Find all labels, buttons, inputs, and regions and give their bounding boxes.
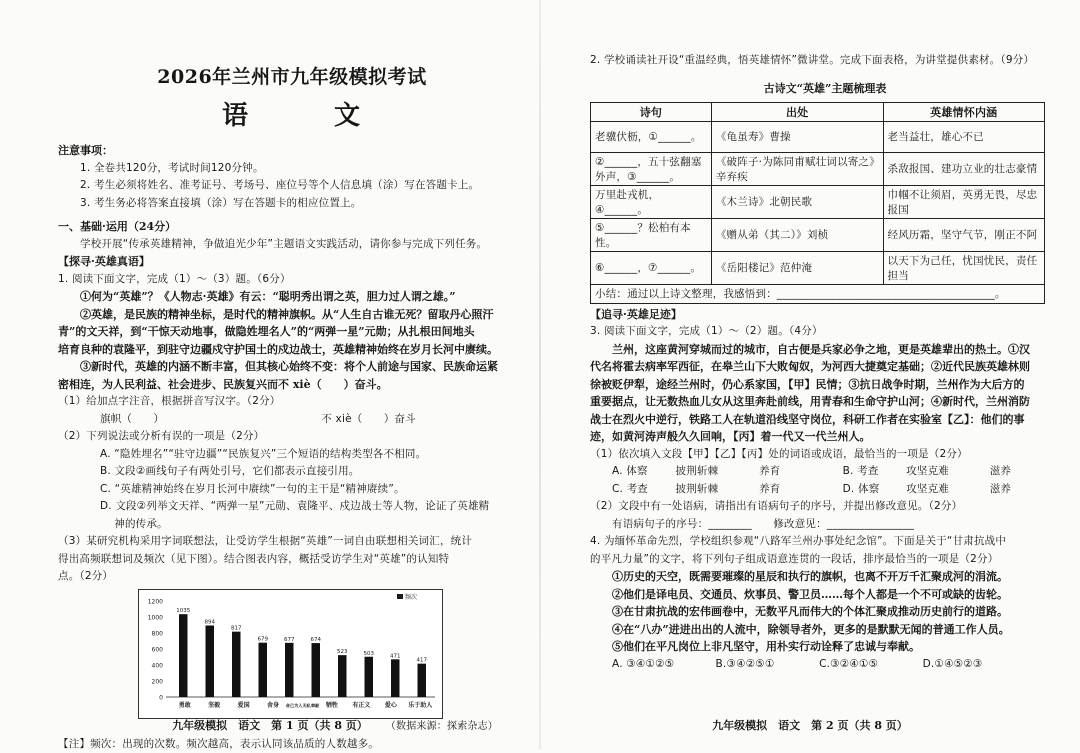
- bar-value-label: 817: [231, 625, 242, 631]
- pinyin-items: [58, 411, 526, 429]
- opt-c-1: C. 考查: [612, 481, 672, 499]
- passage3-line: 战士在烈火中逆行，铁路工人在轨道沿线坚守岗位，科研工作者在实验室【乙】：他们的事: [590, 411, 1060, 429]
- page-1-footer: 九年级模拟 语文 第 1 页（共 8 页）: [0, 717, 540, 733]
- passage-line: 密相连，为人民利益、社会进步、民族复兴而不 xiè（ ）奋斗。: [58, 376, 526, 394]
- category-label: 爱国: [237, 701, 250, 709]
- opt-d-1: D. 体察: [843, 481, 903, 499]
- opt-c-3: 养育: [759, 481, 839, 499]
- table-row: [591, 251, 1045, 284]
- opt-a-3: 养育: [759, 463, 839, 481]
- category-label: 有正义: [352, 701, 370, 709]
- cell-poem: 万里赴戎机，④______。: [591, 185, 712, 218]
- category-label: 乐于助人: [408, 701, 432, 709]
- exam-title: 2026年兰州市九年级模拟考试: [58, 62, 526, 89]
- cell-summary: 小结：通过以上诗文整理，我感悟到：________________________________________。: [591, 284, 1045, 303]
- bar: [179, 614, 187, 697]
- cell-source: 《龟虽寿》曹操: [711, 121, 883, 152]
- page-1: [0, 0, 540, 749]
- pinyin-item-b: 不 xiè（ ）奋斗: [321, 413, 416, 425]
- page-2-footer: 九年级模拟 语文 第 2 页（共 8 页）: [540, 717, 1080, 733]
- y-tick-label: 800: [152, 630, 164, 637]
- y-tick-label: 400: [152, 662, 164, 669]
- notice-2: 2. 考生必须将姓名、准考证号、考场号、座位号等个人信息填（涂）写在答题卡上。: [58, 177, 526, 195]
- question-3-1: （1）依次填入文段【甲】【乙】【丙】处的词语或成语，最恰当的一项是（2分）: [590, 446, 1060, 464]
- bar-value-label: 674: [311, 637, 322, 643]
- q4-option-a: A. ③④①②⑤: [612, 656, 712, 674]
- question-2: 2. 学校诵读社开设“重温经典，悟英雄情怀”微讲堂。完成下面表格，为讲堂提供素材。（9分）: [590, 52, 1060, 70]
- opt-b-1: B. 考查: [843, 463, 903, 481]
- bar: [365, 656, 373, 696]
- passage3-line: 重要据点，让无数热血儿女从这里奔赴前线，用青春和生命守护山河；④新时代，兰州消防: [590, 393, 1060, 411]
- passage-line: 培育良种的袁隆平，到驻守边疆戍守护国土的戍边战士，英雄精神始终在岁月长河中赓续。: [58, 341, 526, 359]
- y-tick-label: 200: [152, 678, 164, 685]
- header-source: 出处: [711, 102, 883, 121]
- cell-meaning: 老当益壮，雄心不已: [883, 121, 1045, 152]
- question-3-2: （2）文段中有一处语病，请指出有语病句子的序号，并提出修改意见。（2分）: [590, 498, 1060, 516]
- category-label: 舍身: [267, 701, 279, 709]
- question-1: 1. 阅读下面文字，完成（1）～（3）题。（6分）: [58, 271, 526, 289]
- bar-value-label: 1035: [176, 608, 190, 614]
- question-3: 3. 阅读下面文字，完成（1）～（2）题。（4分）: [590, 323, 1060, 341]
- question-4-options: [590, 656, 1060, 674]
- passage3-line: 代名将霍去病率军西征，在皋兰山下大败匈奴，为河西大捷奠定基础；②近代民族英雄林则: [590, 358, 1060, 376]
- sentence-item: ①历史的天空，既需要璀璨的星辰和执行的旗帜，也离不开万千汇聚成河的涓流。: [590, 568, 1060, 586]
- table-row: [591, 152, 1045, 185]
- notice-heading: 注意事项：: [58, 142, 526, 160]
- passage3-line: 兰州，这座黄河穿城而过的城市，自古便是兵家必争之地，更是英雄辈出的热土。①汉: [590, 341, 1060, 359]
- section-1-heading: 一、基础·运用（24分）: [58, 218, 526, 236]
- subject-title: 语 文: [86, 95, 526, 132]
- chart-note: 【注】频次：出现的次数。频次越高，表示认同该品质的人数越多。: [58, 736, 526, 753]
- cell-meaning: 杀敌报国、建功立业的壮志豪情: [883, 152, 1045, 185]
- cell-source: 《岳阳楼记》范仲淹: [711, 251, 883, 284]
- header-meaning: 英雄情怀内涵: [883, 102, 1045, 121]
- option-row-cd: [590, 481, 1060, 499]
- passage3-line: 迹，如黄河涛声般久久回响，【丙】着一代又一代兰州人。: [590, 428, 1060, 446]
- sentence-item: ③在甘肃抗战的宏伟画卷中，无数平凡而伟大的个体汇聚成推动历史前行的道路。: [590, 603, 1060, 621]
- opt-a-2: 披荆斩棘: [676, 463, 756, 481]
- category-label: 勇敢: [179, 701, 191, 709]
- y-tick-label: 600: [152, 646, 164, 653]
- option-c: C. “英雄精神始终在岁月长河中赓续”一句的主干是“精神赓续”。: [58, 481, 526, 499]
- opt-b-3: 滋养: [990, 463, 1011, 481]
- bar: [285, 642, 293, 696]
- sub-question-3-cont: 点。（2分）: [58, 568, 526, 586]
- table-row: [591, 185, 1045, 218]
- q4-option-d: D.①④⑤②③: [923, 656, 983, 674]
- notice-1: 1. 全卷共120分，考试时间120分钟。: [58, 160, 526, 178]
- bar: [232, 631, 240, 696]
- bar: [312, 643, 320, 697]
- opt-d-2: 攻坚克难: [906, 481, 986, 499]
- sub-question-1: （1）给加点字注音，根据拼音写汉字。（2分）: [58, 393, 526, 411]
- sub-question-3: （3）某研究机构采用字词联想法，让受访学生根据“英雄”一词自由联想相关词汇，统计: [58, 533, 526, 551]
- sentence-item: ②他们是译电员、交通员、炊事员、警卫员……每个人都是一个不可或缺的齿轮。: [590, 586, 1060, 604]
- table-summary-row: [591, 284, 1045, 303]
- cell-poem: 老骥伏枥，①______。: [591, 121, 712, 152]
- passage-line: ③新时代，英雄的内涵不断丰富，但其核心始终不变：将个人前途与国家、民族命运紧: [58, 358, 526, 376]
- header-poem: 诗句: [591, 102, 712, 121]
- bar-value-label: 523: [337, 649, 348, 655]
- sentence-item: ④在“八办”进进出出的人流中，除领导者外，更多的是默默无闻的普通工作人员。: [590, 621, 1060, 639]
- cell-source: 《木兰诗》北朝民歌: [711, 185, 883, 218]
- q4-option-c: C.③②④①⑤: [819, 656, 919, 674]
- bar-value-label: 417: [417, 657, 428, 663]
- passage-line: 青”的文天祥，到“干惊天动地事，做隐姓埋名人”的“两弹一星”元勋；从扎根田间地头: [58, 323, 526, 341]
- sub-question-3-cont: 得出高频联想词及频次（见下图）。结合图表内容，概括受访学生对“英雄”的认知特: [58, 551, 526, 569]
- bar: [391, 659, 399, 697]
- cell-source: 《破阵子·为陈同甫赋壮词以寄之》辛弃疾: [711, 152, 883, 185]
- sentence-item: ⑤他们在平凡岗位上非凡坚守，用朴实行动诠释了忠诚与奉献。: [590, 638, 1060, 656]
- legend-label: 频次: [405, 593, 417, 601]
- table-header-row: [591, 102, 1045, 121]
- question-4: 4. 为缅怀革命先烈，学校组织参观“八路军兰州办事处纪念馆”。下面是关于“甘肃抗战中: [590, 533, 1060, 551]
- option-d-cont: 神的传承。: [58, 516, 526, 534]
- opt-d-3: 滋养: [990, 481, 1011, 499]
- cell-meaning: 以天下为己任，忧国忧民，责任担当: [883, 251, 1045, 284]
- cell-meaning: 巾帼不让须眉，英勇无畏，尽忠报国: [883, 185, 1045, 218]
- task-tag-1: 【探寻·英雄真语】: [58, 253, 526, 271]
- bar-chart-svg: [138, 589, 443, 719]
- opt-a-1: A. 体察: [612, 463, 672, 481]
- table-row: [591, 121, 1045, 152]
- opt-c-2: 披荆斩棘: [676, 481, 756, 499]
- y-tick-label: 1200: [148, 598, 163, 605]
- activity-intro: 学校开展“传承英雄精神，争做追光少年”主题语文实践活动，请你参与完成下列任务。: [58, 236, 526, 254]
- bar-value-label: 679: [258, 636, 269, 642]
- question-4-cont: 的平凡力量”的文字，将下列句子组成语意连贯的一段话，排序最恰当的一项是（2分）: [590, 551, 1060, 569]
- sub-question-2: （2）下列说法或分析有误的一项是（2分）: [58, 428, 526, 446]
- table-title: 古诗文“英雄”主题梳理表: [590, 80, 1060, 96]
- bar: [418, 663, 426, 696]
- cell-poem: ⑥______，⑦______。: [591, 251, 712, 284]
- bar: [259, 642, 267, 696]
- table-row: [591, 218, 1045, 251]
- passage-line: ②英雄，是民族的精神坐标，是时代的精神旗帜。从“人生自古谁无死？留取丹心照汗: [58, 306, 526, 324]
- pinyin-item-a: 旗帜（ ）: [100, 413, 164, 425]
- category-label: 坚毅: [208, 701, 221, 709]
- page-2: [540, 0, 1080, 749]
- legend-swatch: [397, 594, 403, 599]
- q4-option-b: B.③④②⑤①: [716, 656, 816, 674]
- poetry-table: [590, 102, 1045, 304]
- option-d: D. 文段②列举文天祥、“两弹一星”元勋、袁隆平、戍边战士等人物，论证了英雄精: [58, 498, 526, 516]
- passage3-line: 徐被贬伊犁，途经兰州时，仍心系家国，【甲】民情；③抗日战争时期，兰州作为大后方的: [590, 376, 1060, 394]
- cell-meaning: 经风历霜，坚守气节，刚正不阿: [883, 218, 1045, 251]
- option-row-ab: [590, 463, 1060, 481]
- y-tick-label: 0: [159, 694, 163, 701]
- bar: [206, 625, 214, 697]
- option-b: B. 文段②画线句子有两处引号，它们都表示直接引用。: [58, 463, 526, 481]
- bar-value-label: 503: [364, 650, 375, 656]
- y-tick-label: 1000: [148, 614, 163, 621]
- question-3-2-answer-line: 有语病句子的序号：________ 修改意见：________________: [590, 516, 1060, 534]
- category-label: 牺牲: [326, 701, 338, 709]
- word-frequency-chart: [138, 589, 443, 719]
- passage-line: ①何为“英雄”？《人物志·英雄》有云：“聪明秀出谓之英，胆力过人谓之雄。”: [58, 288, 526, 306]
- bar-value-label: 894: [205, 619, 216, 625]
- bar: [338, 655, 346, 697]
- notice-3: 3. 考生务必将答案直接填（涂）写在答题卡的相应位置上。: [58, 195, 526, 213]
- option-a: A. “隐姓埋名”“驻守边疆”“民族复兴”三个短语的结构类型各不相同。: [58, 446, 526, 464]
- opt-b-2: 攻坚克难: [906, 463, 986, 481]
- cell-poem: ⑤______？松柏有本性。: [591, 218, 712, 251]
- task-tag-2: 【追寻·英雄足迹】: [590, 306, 1060, 324]
- bar-value-label: 677: [284, 636, 295, 642]
- category-label: 舍己为人无私奉献: [286, 702, 320, 709]
- cell-poem: ②______，五十弦翻塞外声，③______。: [591, 152, 712, 185]
- category-label: 爱心: [384, 701, 398, 709]
- chart-source: （数据来源：探索杂志）: [58, 717, 498, 732]
- bar-value-label: 471: [390, 653, 401, 659]
- cell-source: 《赠从弟（其二）》刘桢: [711, 218, 883, 251]
